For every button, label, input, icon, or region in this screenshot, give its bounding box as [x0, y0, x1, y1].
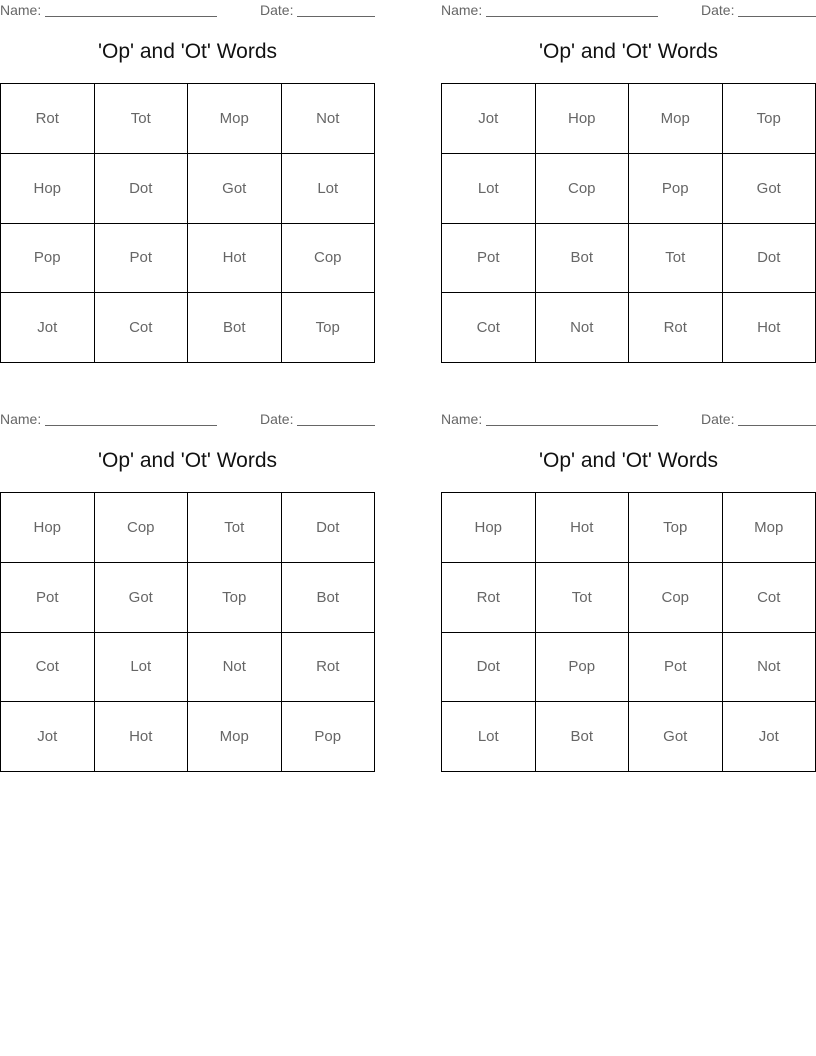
bingo-cell: Not [282, 84, 376, 154]
date-label: Date: [260, 411, 294, 427]
header-line [0, 409, 375, 429]
bingo-cell: Cop [282, 224, 376, 294]
bingo-grid [441, 492, 816, 772]
bingo-cell: Lot [442, 154, 536, 224]
name-label: Name: [0, 411, 42, 427]
bingo-card [0, 0, 375, 337]
bingo-cell: Bot [536, 702, 630, 772]
bingo-cell: Jot [1, 702, 95, 772]
bingo-cell: Not [723, 633, 816, 703]
bingo-cell: Pot [629, 633, 723, 703]
bingo-card [0, 409, 375, 746]
bingo-cell: Top [629, 493, 723, 563]
date-blank-line [738, 425, 816, 426]
bingo-cell: Dot [95, 154, 189, 224]
bingo-cell: Dot [723, 224, 816, 294]
bingo-cell: Cot [442, 293, 536, 363]
bingo-cell: Jot [723, 702, 816, 772]
bingo-card [441, 0, 816, 337]
date-label: Date: [701, 411, 735, 427]
bingo-grid [0, 492, 375, 772]
bingo-cell: Cot [1, 633, 95, 703]
bingo-cell: Hop [1, 493, 95, 563]
bingo-cell: Bot [536, 224, 630, 294]
name-blank-line [45, 16, 217, 17]
date-blank-line [297, 16, 375, 17]
bingo-cell: Bot [282, 563, 376, 633]
bingo-cell: Pot [1, 563, 95, 633]
name-label: Name: [441, 2, 483, 18]
bingo-cell: Mop [629, 84, 723, 154]
bingo-cell: Lot [442, 702, 536, 772]
bingo-cell: Got [723, 154, 816, 224]
bingo-cell: Pot [442, 224, 536, 294]
bingo-cell: Pot [95, 224, 189, 294]
bingo-cell: Got [95, 563, 189, 633]
bingo-cell: Hot [723, 293, 816, 363]
bingo-cell: Jot [1, 293, 95, 363]
bingo-cell: Hot [95, 702, 189, 772]
bingo-cell: Hot [188, 224, 282, 294]
bingo-cell: Top [188, 563, 282, 633]
bingo-cell: Not [188, 633, 282, 703]
name-blank-line [45, 425, 217, 426]
bingo-cell: Cop [95, 493, 189, 563]
bingo-cell: Hop [536, 84, 630, 154]
bingo-cell: Mop [188, 702, 282, 772]
card-title: 'Op' and 'Ot' Words [97, 449, 278, 472]
name-label: Name: [441, 411, 483, 427]
bingo-cell: Top [282, 293, 376, 363]
bingo-cell: Tot [188, 493, 282, 563]
bingo-cell: Tot [95, 84, 189, 154]
bingo-cell: Tot [629, 224, 723, 294]
name-blank-line [486, 425, 658, 426]
date-label: Date: [701, 2, 735, 18]
bingo-cell: Cot [723, 563, 816, 633]
bingo-cell: Got [188, 154, 282, 224]
bingo-cell: Hop [1, 154, 95, 224]
card-title: 'Op' and 'Ot' Words [538, 449, 719, 472]
header-line [441, 0, 816, 20]
bingo-cell: Dot [442, 633, 536, 703]
bingo-grid [441, 83, 816, 363]
bingo-card [441, 409, 816, 746]
bingo-cell: Hot [536, 493, 630, 563]
bingo-cell: Dot [282, 493, 376, 563]
bingo-cell: Pop [629, 154, 723, 224]
bingo-cell: Rot [442, 563, 536, 633]
bingo-cell: Jot [442, 84, 536, 154]
bingo-cell: Cot [95, 293, 189, 363]
bingo-cell: Lot [282, 154, 376, 224]
bingo-cell: Rot [1, 84, 95, 154]
date-blank-line [297, 425, 375, 426]
date-label: Date: [260, 2, 294, 18]
bingo-cell: Lot [95, 633, 189, 703]
bingo-cell: Top [723, 84, 816, 154]
bingo-cell: Pop [282, 702, 376, 772]
name-blank-line [486, 16, 658, 17]
bingo-cell: Rot [629, 293, 723, 363]
bingo-cell: Rot [282, 633, 376, 703]
bingo-cell: Hop [442, 493, 536, 563]
name-label: Name: [0, 2, 42, 18]
date-blank-line [738, 16, 816, 17]
bingo-cell: Mop [723, 493, 816, 563]
bingo-cell: Bot [188, 293, 282, 363]
card-title: 'Op' and 'Ot' Words [97, 40, 278, 63]
bingo-cell: Cop [629, 563, 723, 633]
bingo-cell: Pop [536, 633, 630, 703]
header-line [0, 0, 375, 20]
bingo-cell: Mop [188, 84, 282, 154]
bingo-cell: Got [629, 702, 723, 772]
bingo-cell: Cop [536, 154, 630, 224]
bingo-cell: Not [536, 293, 630, 363]
bingo-cell: Tot [536, 563, 630, 633]
bingo-cell: Pop [1, 224, 95, 294]
header-line [441, 409, 816, 429]
card-title: 'Op' and 'Ot' Words [538, 40, 719, 63]
bingo-grid [0, 83, 375, 363]
